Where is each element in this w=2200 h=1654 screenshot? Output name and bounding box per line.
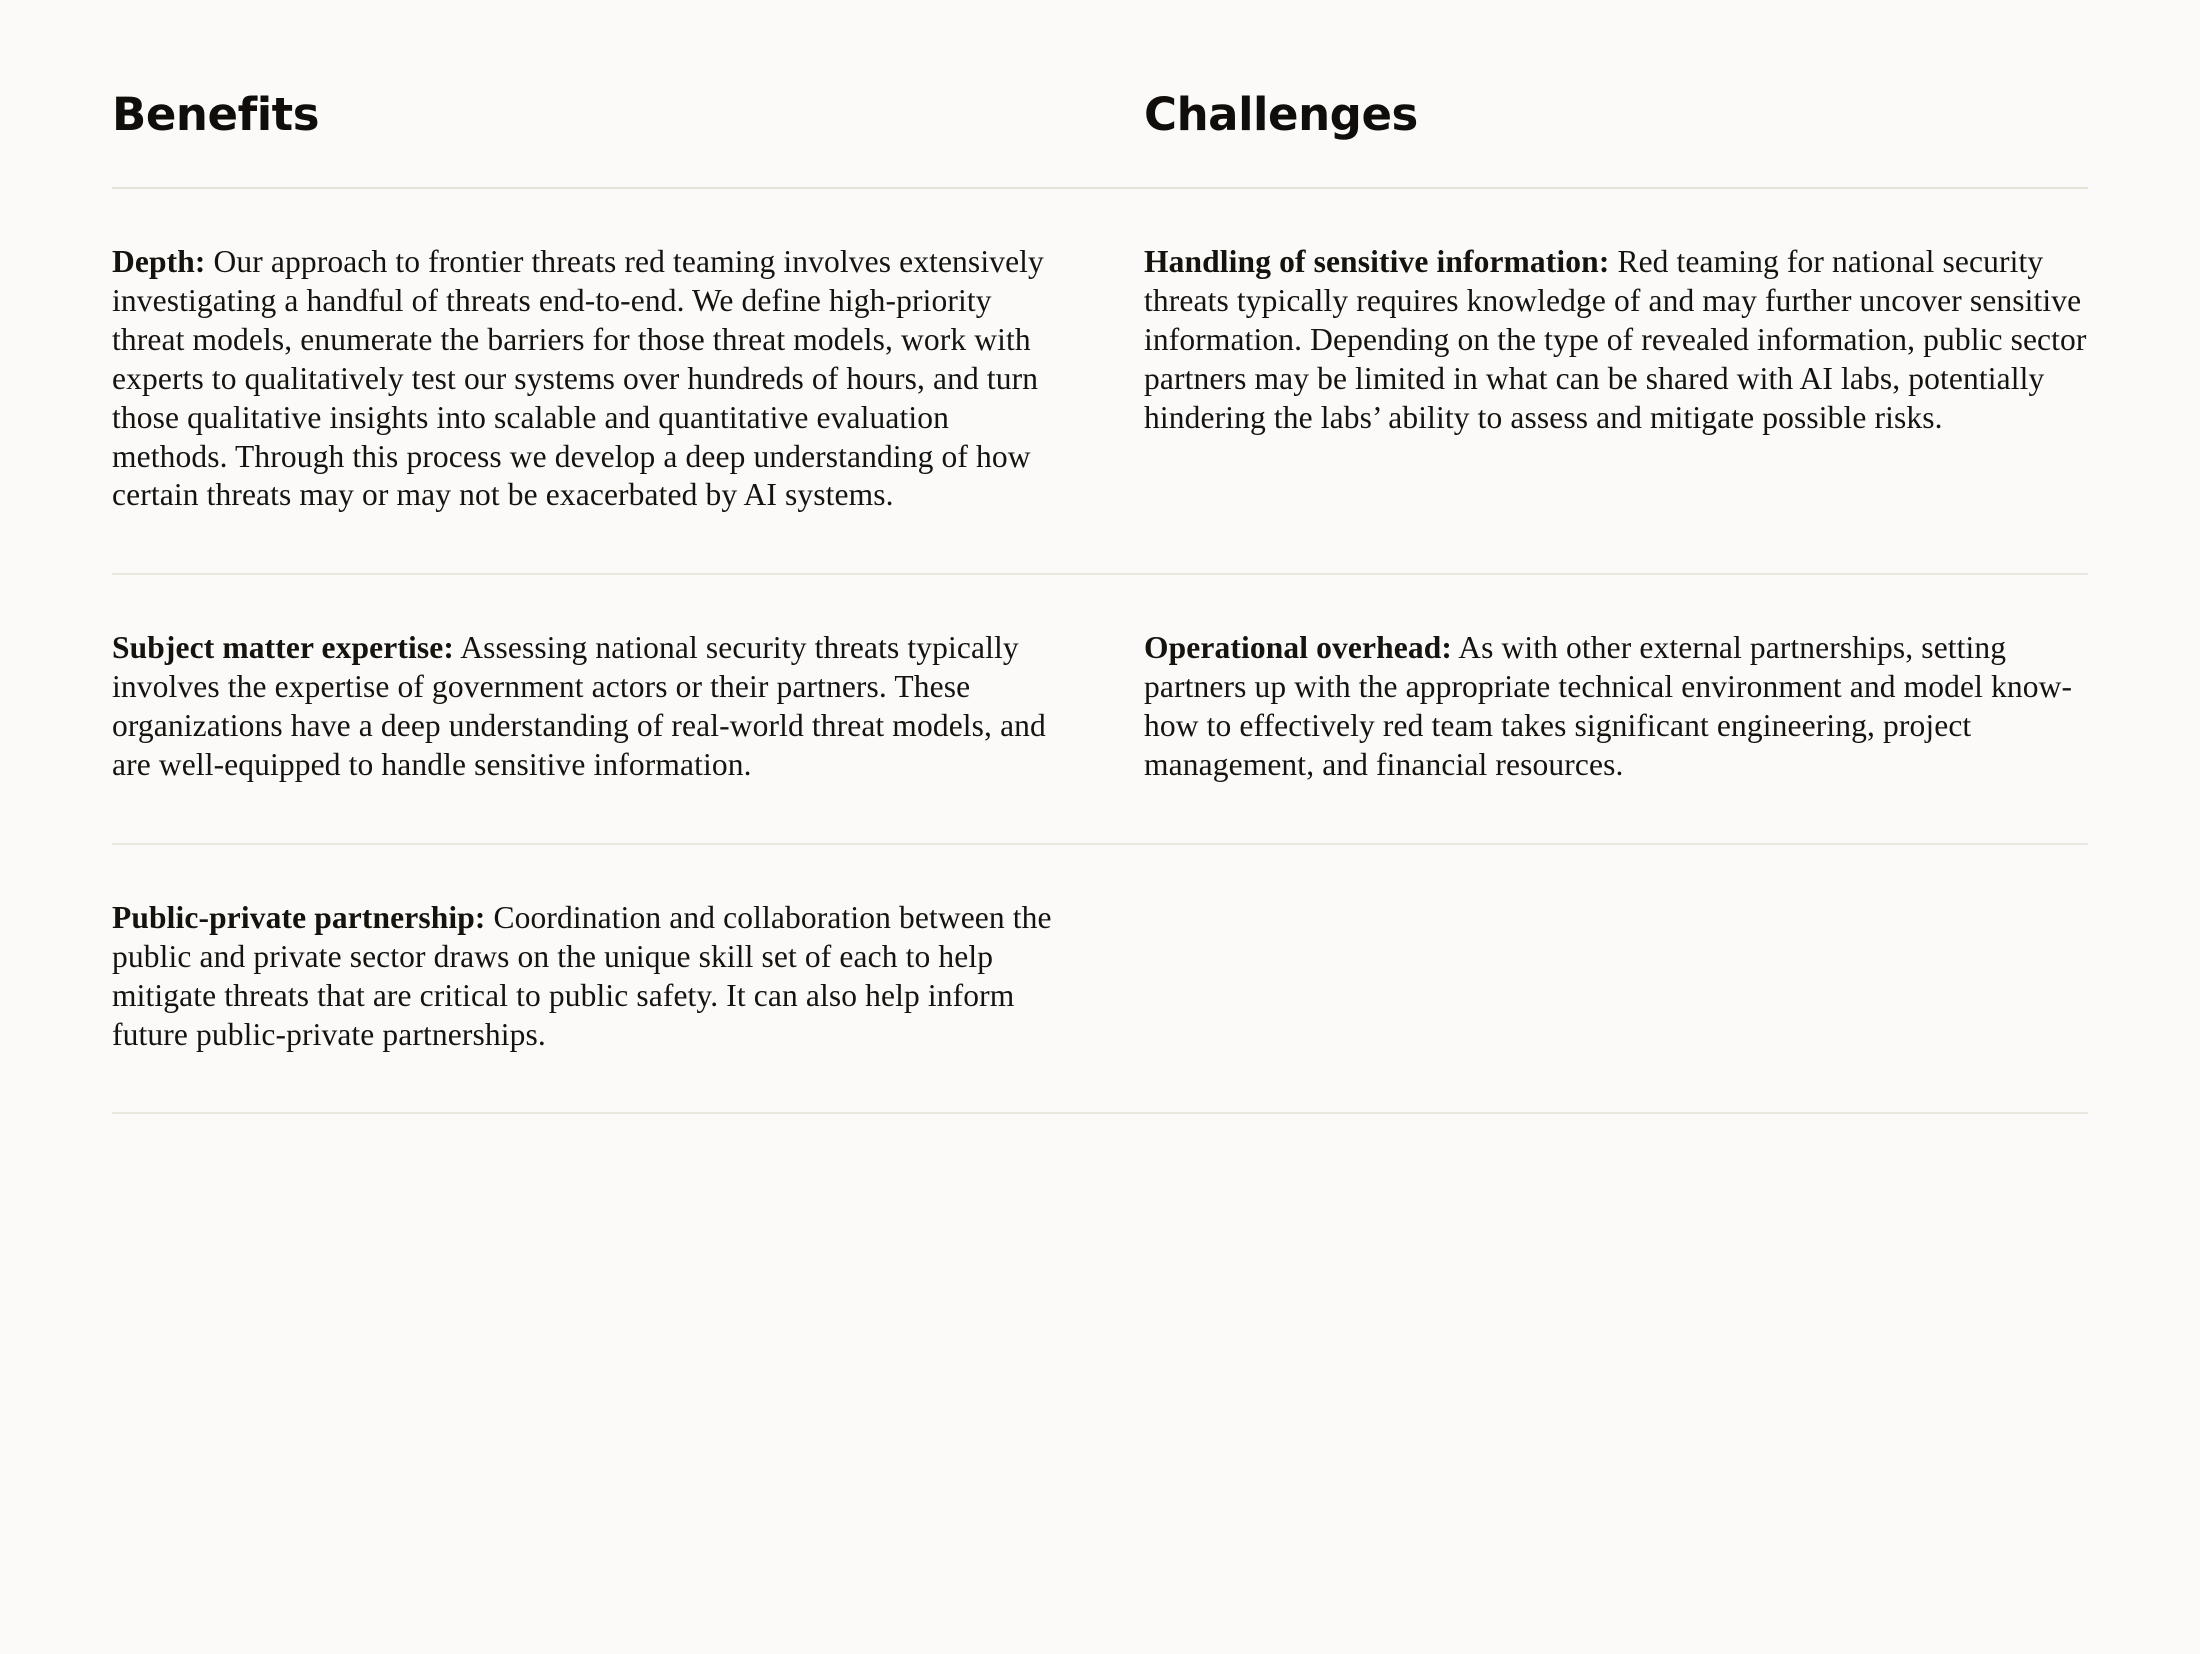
column-header-benefits: Benefits <box>112 88 320 141</box>
column-header-challenges: Challenges <box>1144 88 1418 141</box>
table-cell-challenges-operational-overhead <box>1144 575 2088 843</box>
table-cell-benefits-public-private-partnership <box>112 845 1056 1113</box>
table-cell-benefits-subject-matter-expertise <box>112 575 1056 843</box>
cell-lead-label: Operational overhead: <box>1144 630 1452 666</box>
cell-body-text: Assessing national security threats typically involves the expertise of government actors or their partners. These organizations have a deep understanding of real-world threat models, and are well-equipped to handle sensitive information. <box>112 630 1046 782</box>
cell-body-text: As with other external partnerships, setting partners up with the appropriate technical environment and model know-how to effectively red team takes significant engineering, project management, and financial resources. <box>1144 630 2073 782</box>
cell-body-text: Coordination and collaboration between the public and private sector draws on the unique skill set of each to help mitigate threats that are critical to public safety. It can also help inform future public-private partnerships. <box>112 899 1052 1052</box>
cell-lead-label: Depth: <box>112 244 206 280</box>
bottom-spacer <box>112 1114 2088 1124</box>
table-cell-challenges-empty <box>1144 845 2088 1113</box>
cell-lead-label: Handling of sensitive information: <box>1144 244 1610 280</box>
cell-lead-label: Public-private partnership: <box>112 899 486 935</box>
cell-body-text: Red teaming for national security threats typically requires knowledge of and may further uncover sensitive information. Depending on the type of revealed information, public sector partners may be limited in what can be shared with AI labs, potentially hindering the labs’ ability to assess and mitigate possible risks. <box>1144 244 2087 435</box>
cell-lead-label: Subject matter expertise: <box>112 630 454 666</box>
cell-body-text: Our approach to frontier threats red teaming involves extensively investigating a handful of threats end-to-end. We define high-priority threat models, enumerate the barriers for those threat models, work with experts to qualitatively test our systems over hundreds of hours, and turn those qualitative insights into scalable and quantitative evaluation methods. Through this process we develop a deep understanding of how certain threats may or may not be exacerbated by AI systems. <box>112 244 1044 513</box>
table-cell-benefits-depth <box>112 189 1056 573</box>
table-cell-challenges-sensitive-information <box>1144 189 2088 573</box>
benefits-challenges-table <box>112 0 2088 1124</box>
